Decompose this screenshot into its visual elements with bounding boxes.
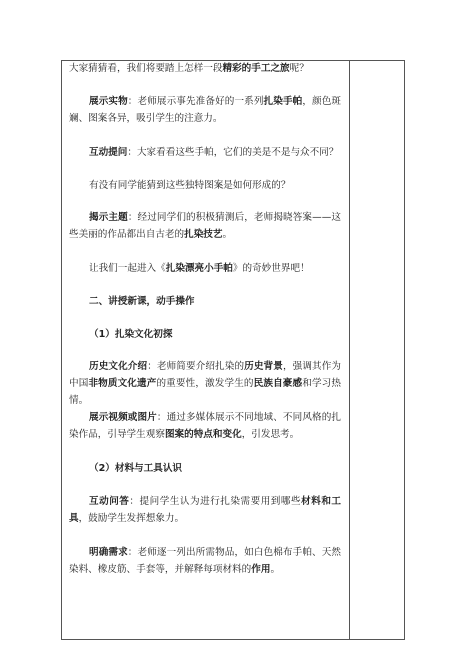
bold-text-run: 作用 [251,564,271,575]
text-run: ，鼓励学生发挥想象力。 [78,513,185,524]
paragraph-history-intro [69,358,341,409]
text-run: 有没有同学能猜到这些独特图案是如何形成的？ [89,180,291,191]
paragraph-interactive-qa [69,493,341,527]
bold-text-run: 明确需求 [89,547,128,558]
bold-text-run: 展示视频或图片 [89,412,157,423]
bold-text-run: 材料和工具 [69,496,342,524]
paragraph-intro-question [69,60,341,77]
text-run: ：老师简要介绍扎染的 [147,361,245,372]
bold-text-run: 扎染手帕 [263,96,303,107]
text-run: 的重要性，激发学生的 [156,378,254,389]
bold-text-run: 互动问答 [89,496,130,507]
paragraph-show-items [69,93,341,127]
bold-text-run: 二、讲授新课，动手操作 [89,296,195,307]
subheading-culture-intro [69,326,341,343]
text-run: ：老师逐一列出所需物品，如白色棉布手帕、天然染料、橡皮筋、手套等，并解释每项材料的 [69,547,342,575]
bold-text-run: 历史背景 [244,361,283,372]
bold-text-run: 民族自豪感 [253,378,303,389]
paragraph-enter-world [69,260,341,277]
text-run: ：大家看看这些手帕，它们的美是不是与众不同？ [127,147,339,158]
text-run: ：提问学生认为进行扎染需要用到哪些 [129,496,302,507]
bold-text-run: 非物质文化遗产 [88,378,157,389]
text-run: 让我们一起进入《 [89,263,166,274]
text-run: ，引发思考。 [241,429,300,440]
bold-text-run: （1）扎染文化初探 [89,329,173,340]
paragraph-guess-question [69,177,341,194]
text-run: ：老师展示事先准备好的一系列 [127,96,264,107]
text-run: ：通过多媒体展示不同地域、不同风格的扎染作品，引导学生观察 [69,412,342,440]
paragraph-interactive-question [69,144,341,161]
bold-text-run: 扎染技艺 [184,229,223,240]
paragraph-show-video [69,409,341,443]
bold-text-run: 图案的特点和变化 [164,429,242,440]
bold-text-run: 历史文化介绍 [89,361,148,372]
bold-text-run: 展示实物 [89,96,128,107]
bold-text-run: 精彩的手工之旅 [222,63,290,74]
subheading-materials-tools [69,460,341,477]
paragraph-clarify-needs [69,544,341,578]
text-run: 大家猜猜看，我们将要踏上怎样一段 [69,63,223,74]
bold-text-run: 互动提问 [89,147,128,158]
bold-text-run: （2）材料与工具认识 [89,463,183,474]
text-run: ，颜色斑斓、图案各异，吸引学生的注意力。 [69,96,342,124]
text-run: ，强调其作为中国 [69,361,342,389]
column-divider [349,60,350,640]
text-run: ：经过同学们的积极猜测后，老师揭晓答案——这些美丽的作品都出自古老的 [69,212,342,240]
text-run: 。 [222,229,233,240]
bold-text-run: 揭示主题 [89,212,128,223]
paragraph-reveal-theme [69,209,341,243]
text-run: 呢？ [289,63,309,74]
text-run: 。 [270,564,281,575]
text-run: 》的奇妙世界吧！ [232,263,310,274]
text-run: 和学习热情。 [69,378,341,406]
section-heading-new-lesson [69,293,341,310]
bold-text-run: 扎染漂亮小手帕 [165,263,233,274]
